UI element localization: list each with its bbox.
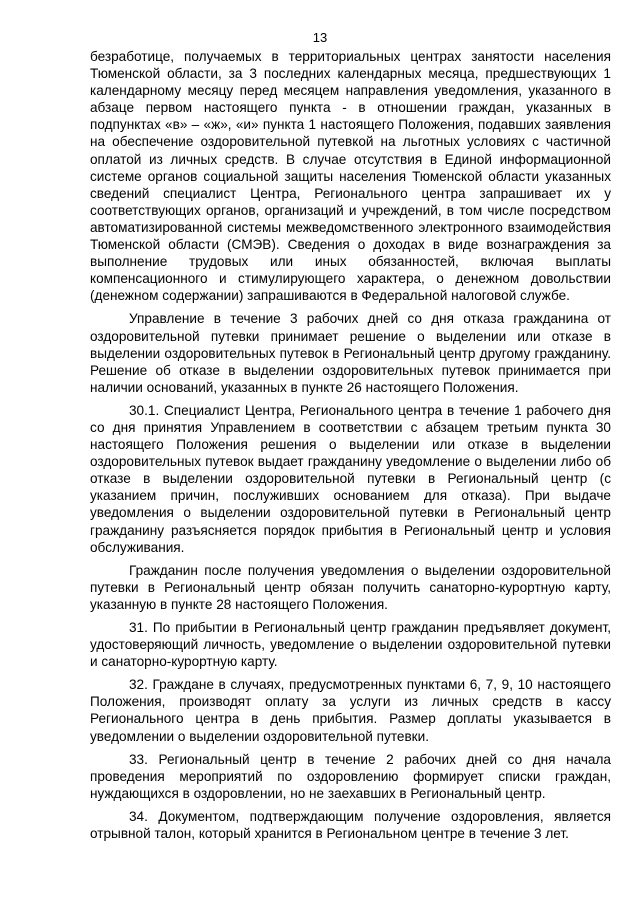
paragraph-30-1: 30.1. Специалист Центра, Регионального центра в течение 1 рабочего дня со дня принятия Управлением в соответствии с абзацем третьим пункта 30 настоящего Положения решения о выделении или отказе в выделении оздоровительных путевок выдает гражданину уведомление о выделении либо об отказе в выделении оздоровительной путевки в Региональный центр (с указанием причин, послуживших основанием для отказа). При выдаче уведомления о выделении оздоровительной путевки в Региональный центр гражданину разъясняется порядок прибытия в Региональный центр и условия обслуживания. [90, 402, 611, 555]
paragraph-33: 33. Региональный центр в течение 2 рабочих дней со дня начала проведения мероприятий по оздоровлению формирует списки граждан, нуждающихся в оздоровлении, но не заехавших в Региональный центр. [90, 751, 611, 801]
paragraph-continuation: безработице, получаемых в территориальных центрах занятости населения Тюменской области, за 3 последних календарных месяца, предшествующих 1 календарному месяцу перед месяцем направления уведомления, указанного в абзаце первом настоящего пункта - в отношении граждан, указанных в подпунктах «в» – «ж», «и» пункта 1 настоящего Положения, подавших заявления на обеспечение оздоровительной путевкой на льготных условиях с частичной оплатой из личных средств. В случае отсутствия в Единой информационной системе органов социальной защиты населения Тюменской области указанных сведений специалист Центра, Регионального центра запрашивает их у соответствующих органов, организаций и учреждений, в том числе посредством автоматизированной системы межведомственного электронного взаимодействия Тюменской области (СМЭВ). Сведения о доходах в виде вознаграждения за выполнение трудовых или иных обязанностей, включая выплаты компенсационного и стимулирующего характера, о денежном довольствии (денежном содержании) запрашиваются в Федеральной налоговой службе. [90, 49, 611, 304]
paragraph-refusal-decision: Управление в течение 3 рабочих дней со дня отказа гражданина от оздоровительной путевки принимает решение о выделении или отказе в выделении оздоровительных путевок в Региональный центр другому гражданину. Решение об отказе в выделении оздоровительных путевок принимается при наличии оснований, указанных в пункте 26 настоящего Положения. [90, 311, 611, 395]
paragraph-sanatorium-card: Гражданин после получения уведомления о выделении оздоровительной путевки в Региональный центр обязан получить санаторно-курортную карту, указанную в пункте 28 настоящего Положения. [90, 562, 611, 612]
document-body [90, 48, 611, 848]
paragraph-34: 34. Документом, подтверждающим получение оздоровления, является отрывной талон, который хранится в Региональном центре в течение 3 лет. [90, 808, 611, 842]
page-number: 13 [312, 30, 328, 45]
paragraph-31: 31. По прибытии в Региональный центр гражданин предъявляет документ, удостоверяющий личность, уведомление о выделении оздоровительной путевки и санаторно-курортную карту. [90, 620, 611, 670]
paragraph-32: 32. Граждане в случаях, предусмотренных пунктами 6, 7, 9, 10 настоящего Положения, производят оплату за услуги из личных средств в кассу Регионального центра в день прибытия. Размер доплаты указывается в уведомлении о выделении оздоровительной путевки. [90, 677, 611, 744]
